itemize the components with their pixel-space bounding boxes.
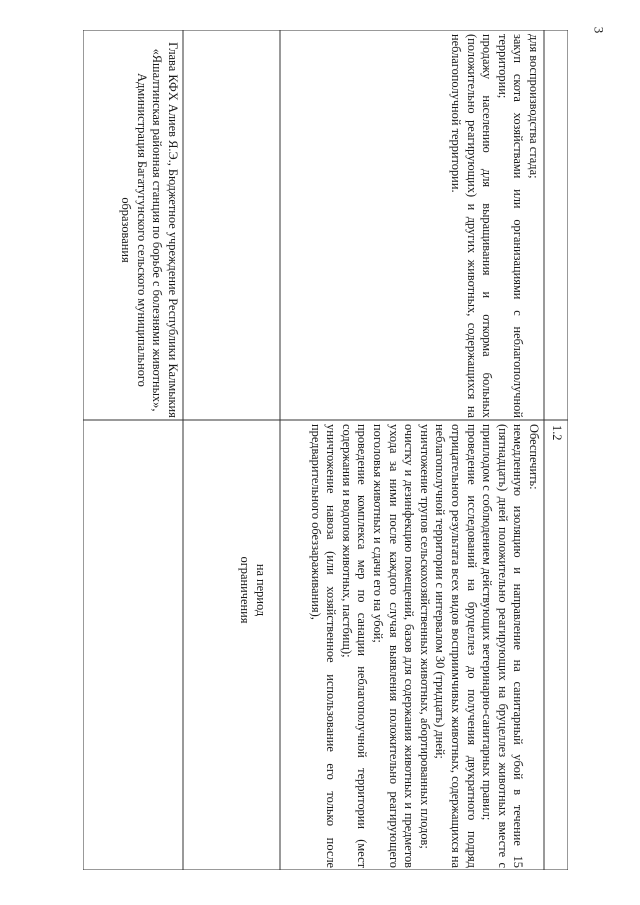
row-2-measure-1: Обеспечить: <box>527 424 541 490</box>
row-1-measure-3: продажу населению для выращивания и откорма больных (положительно реагирующих) и других животных, содержащихся на неблагополучной территории. <box>449 34 495 418</box>
row-2-period: на период ограничения <box>238 556 268 624</box>
row-1-measures <box>281 34 541 418</box>
row-1-responsible: Глава КФХ Алиев Я.Э., Бюджетное учреждение Республики Калмыкия «Яшалтинская районная станция по борьбе с болезнями животных», Администрация Багатугунского сельского муниципального образования <box>119 42 180 418</box>
row-1-number <box>544 30 568 420</box>
document-table <box>83 30 568 870</box>
page-number: 3 <box>591 26 607 34</box>
row-1-period <box>183 30 280 420</box>
row-2-measure-6: проведение комплекса мер по санации неблагополучной территории (мест содержания и водопоя животных, пастбищ); <box>339 424 370 868</box>
row-2-measure-7: уничтожение навоза (или хозяйственное использование его только после предварительного обеззараживания), <box>308 424 339 868</box>
row-2-number: 1.2 <box>550 425 564 441</box>
row-1-measure-1: для воспроизводства стада; <box>527 34 541 179</box>
row-1-measure-2: закуп скота хозяйствами или организациями с неблагополучной территории; <box>495 34 526 418</box>
row-2-measures <box>281 424 541 868</box>
row-2-responsible <box>83 420 183 870</box>
row-2-measure-5: очистку и дезинфекцию помещений, базов для содержания животных и предметов ухода за ними после каждого случая выявления положительно реагирующего поголовья животных и сдачи его на убой; <box>371 424 417 868</box>
row-2-measure-4: уничтожение трупов сельскохозяйственных животных, абортированных плодов; <box>417 424 432 849</box>
row-2-measure-2: немедленную изоляцию и направление на санитарный убой в течение 15 (пятнадцать) дней положительно реагирующих на бруцеллез животных вместе с приплодом с соблюдением действующих ветеринарно-санитарных правил; <box>480 424 526 868</box>
row-2-measure-3: проведение исследований на бруцеллез до получения двукратного подряд отрицательного результата всех видов восприимчивых животных, содержащихся на неблагополучной территории с интервалом 30 (тридцать) дней; <box>433 424 479 868</box>
